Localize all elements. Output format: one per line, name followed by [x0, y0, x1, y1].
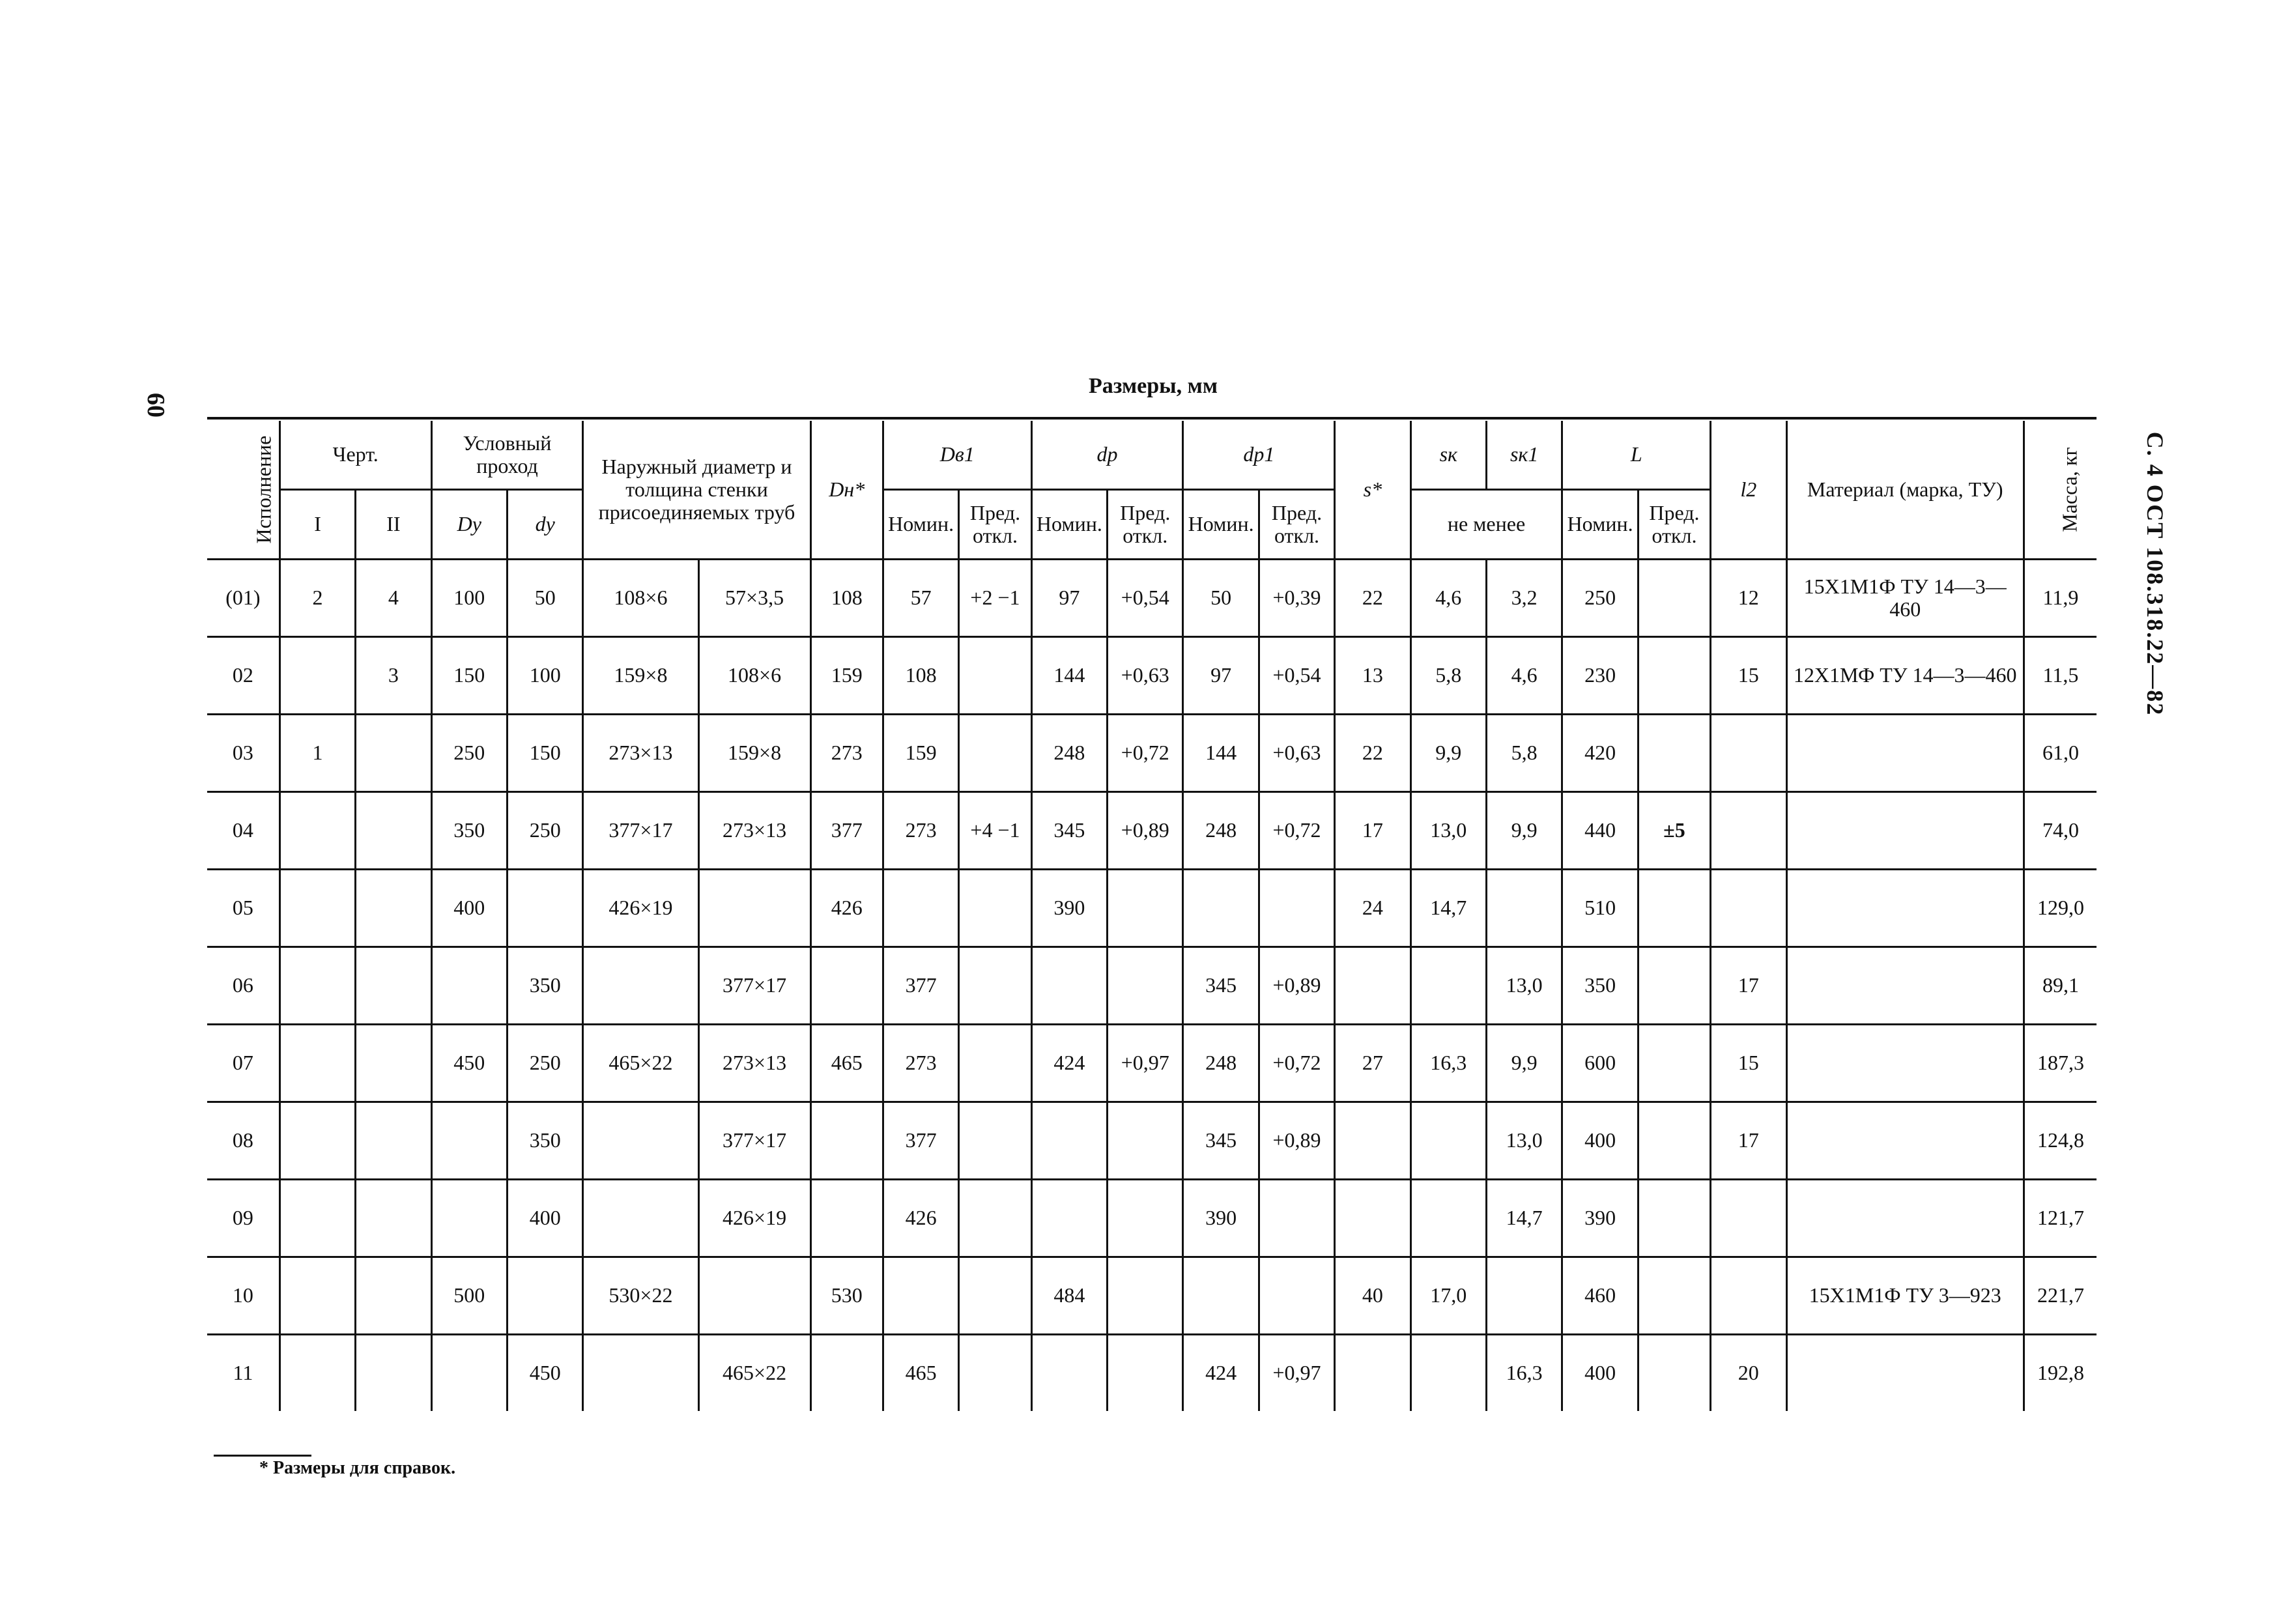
table-row — [207, 1025, 2097, 1102]
header-dp-nomin: Номин. — [1031, 490, 1107, 560]
cell-L: 460 — [1562, 1257, 1638, 1335]
cell-l2 — [1711, 715, 1786, 792]
cell-Dv1_tol — [959, 1102, 1031, 1180]
cell-dp_tol: +0,54 — [1108, 560, 1183, 637]
header-Dv1-pred: Пред. откл. — [959, 490, 1031, 560]
table-caption: Размеры, мм — [1089, 374, 1218, 398]
cell-sk1: 4,6 — [1486, 637, 1562, 715]
cell-L_tol — [1638, 715, 1710, 792]
cell-Dy — [431, 1335, 507, 1412]
cell-s — [1335, 947, 1410, 1025]
cell-dp: 390 — [1031, 870, 1107, 947]
cell-mat — [1786, 1180, 2024, 1257]
cell-II — [356, 715, 431, 792]
cell-l2: 15 — [1711, 1025, 1786, 1102]
cell-t2: 377×17 — [698, 1102, 810, 1180]
table-row — [207, 1102, 2097, 1180]
header-Dv1: Dв1 — [883, 421, 1031, 490]
header-L: L — [1562, 421, 1711, 490]
header-s: s* — [1335, 421, 1410, 560]
cell-t2: 159×8 — [698, 715, 810, 792]
cell-Dn — [810, 947, 883, 1025]
header-dp1-pred: Пред. откл. — [1259, 490, 1334, 560]
cell-L_tol — [1638, 1102, 1710, 1180]
cell-dy: 350 — [508, 947, 583, 1025]
cell-sk1: 14,7 — [1486, 1180, 1562, 1257]
header-dp: dр — [1031, 421, 1183, 490]
cell-Dn: 426 — [810, 870, 883, 947]
cell-sk1 — [1486, 870, 1562, 947]
cell-t2: 377×17 — [698, 947, 810, 1025]
cell-L_tol — [1638, 560, 1710, 637]
cell-Dv1: 159 — [883, 715, 958, 792]
cell-L_tol — [1638, 637, 1710, 715]
table-header — [207, 421, 2097, 560]
cell-mass: 192,8 — [2024, 1335, 2097, 1412]
cell-Dv1: 426 — [883, 1180, 958, 1257]
cell-Dv1_tol — [959, 947, 1031, 1025]
cell-Dn — [810, 1180, 883, 1257]
cell-L_tol — [1638, 1025, 1710, 1102]
header-L-nomin: Номин. — [1562, 490, 1638, 560]
cell-sk: 14,7 — [1410, 870, 1486, 947]
cell-t1 — [583, 1180, 698, 1257]
cell-dp1_tol — [1259, 1180, 1334, 1257]
cell-dy: 450 — [508, 1335, 583, 1412]
cell-dp1_tol: +0,89 — [1259, 947, 1334, 1025]
cell-isp: 06 — [207, 947, 279, 1025]
cell-L_tol — [1638, 1180, 1710, 1257]
cell-Dn: 159 — [810, 637, 883, 715]
cell-l2 — [1711, 870, 1786, 947]
cell-dp_tol: +0,89 — [1108, 792, 1183, 870]
header-material: Материал (марка, ТУ) — [1786, 421, 2024, 560]
cell-sk: 16,3 — [1410, 1025, 1486, 1102]
cell-s — [1335, 1102, 1410, 1180]
cell-dp_tol — [1108, 1335, 1183, 1412]
header-chert: Черт. — [279, 421, 431, 490]
cell-s: 13 — [1335, 637, 1410, 715]
cell-mat — [1786, 1102, 2024, 1180]
header-massa: Масса, кг — [2024, 421, 2097, 560]
cell-dp — [1031, 1180, 1107, 1257]
cell-dp_tol — [1108, 1257, 1183, 1335]
cell-dy: 150 — [508, 715, 583, 792]
header-Dv1-nomin: Номин. — [883, 490, 958, 560]
cell-sk1: 9,9 — [1486, 1025, 1562, 1102]
cell-dy: 350 — [508, 1102, 583, 1180]
cell-isp: 05 — [207, 870, 279, 947]
cell-I: 1 — [279, 715, 355, 792]
cell-isp: 09 — [207, 1180, 279, 1257]
header-dp-pred: Пред. откл. — [1108, 490, 1183, 560]
header-ne-menee: не менее — [1410, 490, 1562, 560]
cell-Dv1_tol — [959, 715, 1031, 792]
cell-dy — [508, 870, 583, 947]
cell-dy: 250 — [508, 792, 583, 870]
cell-sk: 17,0 — [1410, 1257, 1486, 1335]
table-row — [207, 715, 2097, 792]
cell-mass: 124,8 — [2024, 1102, 2097, 1180]
cell-t1: 530×22 — [583, 1257, 698, 1335]
cell-sk — [1410, 947, 1486, 1025]
cell-mass: 221,7 — [2024, 1257, 2097, 1335]
cell-t2: 273×13 — [698, 792, 810, 870]
cell-Dv1_tol — [959, 1180, 1031, 1257]
cell-s: 40 — [1335, 1257, 1410, 1335]
cell-s: 22 — [1335, 560, 1410, 637]
cell-sk: 9,9 — [1410, 715, 1486, 792]
cell-Dy: 100 — [431, 560, 507, 637]
cell-Dv1_tol: +2 −1 — [959, 560, 1031, 637]
cell-L: 400 — [1562, 1335, 1638, 1412]
header-sk: sк — [1410, 421, 1486, 490]
cell-Dy: 150 — [431, 637, 507, 715]
cell-mass: 89,1 — [2024, 947, 2097, 1025]
header-L-pred: Пред. откл. — [1638, 490, 1710, 560]
footnote-rule — [214, 1455, 311, 1457]
cell-II — [356, 1335, 431, 1412]
cell-Dv1_tol — [959, 1257, 1031, 1335]
cell-mass: 61,0 — [2024, 715, 2097, 792]
cell-dp: 424 — [1031, 1025, 1107, 1102]
table-body — [207, 560, 2097, 1412]
cell-mat: 15Х1М1Ф ТУ 14—3—460 — [1786, 560, 2024, 637]
cell-Dy: 450 — [431, 1025, 507, 1102]
cell-dp_tol: +0,72 — [1108, 715, 1183, 792]
cell-dp1: 424 — [1183, 1335, 1259, 1412]
cell-s: 24 — [1335, 870, 1410, 947]
table-row — [207, 1257, 2097, 1335]
table-row — [207, 870, 2097, 947]
cell-L_tol — [1638, 947, 1710, 1025]
cell-Dv1_tol — [959, 870, 1031, 947]
cell-sk1: 16,3 — [1486, 1335, 1562, 1412]
cell-t1: 377×17 — [583, 792, 698, 870]
cell-Dn: 377 — [810, 792, 883, 870]
cell-Dv1: 108 — [883, 637, 958, 715]
cell-isp: 08 — [207, 1102, 279, 1180]
cell-mat — [1786, 792, 2024, 870]
cell-sk — [1410, 1102, 1486, 1180]
header-Dy: Dу — [431, 490, 507, 560]
cell-t2 — [698, 1257, 810, 1335]
cell-l2 — [1711, 1180, 1786, 1257]
header-chert-II: II — [356, 490, 431, 560]
header-sk1: sк1 — [1486, 421, 1562, 490]
cell-dp1_tol: +0,54 — [1259, 637, 1334, 715]
cell-s: 27 — [1335, 1025, 1410, 1102]
cell-t1: 465×22 — [583, 1025, 698, 1102]
dimensions-table — [207, 421, 2097, 1411]
cell-II — [356, 947, 431, 1025]
cell-dp1: 390 — [1183, 1180, 1259, 1257]
cell-Dy: 250 — [431, 715, 507, 792]
page-number: 60 — [142, 393, 169, 418]
cell-t2: 108×6 — [698, 637, 810, 715]
cell-Dv1 — [883, 870, 958, 947]
cell-II — [356, 1102, 431, 1180]
cell-sk — [1410, 1180, 1486, 1257]
cell-dy — [508, 1257, 583, 1335]
cell-dp_tol — [1108, 1180, 1183, 1257]
header-ispolnenie: Исполнение — [207, 421, 279, 560]
cell-L: 390 — [1562, 1180, 1638, 1257]
cell-isp: 11 — [207, 1335, 279, 1412]
cell-dp1: 345 — [1183, 947, 1259, 1025]
cell-mat — [1786, 870, 2024, 947]
cell-Dv1: 273 — [883, 1025, 958, 1102]
header-dp1: dр1 — [1183, 421, 1335, 490]
cell-s: 22 — [1335, 715, 1410, 792]
cell-I — [279, 1102, 355, 1180]
cell-mass: 11,9 — [2024, 560, 2097, 637]
cell-t1: 426×19 — [583, 870, 698, 947]
cell-dy: 50 — [508, 560, 583, 637]
cell-dp1_tol: +0,39 — [1259, 560, 1334, 637]
cell-Dv1: 273 — [883, 792, 958, 870]
cell-L: 600 — [1562, 1025, 1638, 1102]
cell-sk1: 13,0 — [1486, 947, 1562, 1025]
cell-isp: 07 — [207, 1025, 279, 1102]
cell-t2: 426×19 — [698, 1180, 810, 1257]
cell-dp1: 345 — [1183, 1102, 1259, 1180]
cell-mass: 187,3 — [2024, 1025, 2097, 1102]
cell-I — [279, 1180, 355, 1257]
cell-Dv1_tol: +4 −1 — [959, 792, 1031, 870]
table-row — [207, 1180, 2097, 1257]
cell-mat — [1786, 947, 2024, 1025]
cell-l2 — [1711, 792, 1786, 870]
cell-isp: 02 — [207, 637, 279, 715]
cell-I: 2 — [279, 560, 355, 637]
cell-t2: 465×22 — [698, 1335, 810, 1412]
cell-dp1_tol — [1259, 870, 1334, 947]
cell-L_tol — [1638, 1257, 1710, 1335]
cell-dp: 248 — [1031, 715, 1107, 792]
cell-I — [279, 947, 355, 1025]
cell-mat: 15Х1М1Ф ТУ 3—923 — [1786, 1257, 2024, 1335]
cell-II — [356, 1025, 431, 1102]
cell-dp1_tol: +0,72 — [1259, 792, 1334, 870]
cell-mass: 129,0 — [2024, 870, 2097, 947]
cell-mass: 74,0 — [2024, 792, 2097, 870]
cell-I — [279, 637, 355, 715]
cell-dp1 — [1183, 1257, 1259, 1335]
cell-dp1_tol: +0,72 — [1259, 1025, 1334, 1102]
header-Dn: Dн* — [810, 421, 883, 560]
cell-Dn: 273 — [810, 715, 883, 792]
cell-sk: 5,8 — [1410, 637, 1486, 715]
cell-II — [356, 792, 431, 870]
cell-s: 17 — [1335, 792, 1410, 870]
cell-Dy — [431, 1102, 507, 1180]
cell-sk1: 5,8 — [1486, 715, 1562, 792]
cell-dp_tol: +0,97 — [1108, 1025, 1183, 1102]
header-naruzhny: Наружный диаметр и толщина стенки присоединяемых труб — [583, 421, 810, 560]
cell-I — [279, 792, 355, 870]
table-row — [207, 792, 2097, 870]
cell-dp_tol — [1108, 947, 1183, 1025]
cell-dp1 — [1183, 870, 1259, 947]
cell-dy: 100 — [508, 637, 583, 715]
cell-Dv1: 377 — [883, 1102, 958, 1180]
cell-mat — [1786, 1335, 2024, 1412]
cell-l2: 17 — [1711, 1102, 1786, 1180]
cell-II — [356, 1180, 431, 1257]
cell-isp: 03 — [207, 715, 279, 792]
cell-dp — [1031, 1335, 1107, 1412]
table-row — [207, 560, 2097, 637]
header-chert-I: I — [279, 490, 355, 560]
cell-s — [1335, 1335, 1410, 1412]
cell-sk: 13,0 — [1410, 792, 1486, 870]
cell-Dn: 108 — [810, 560, 883, 637]
cell-dp — [1031, 1102, 1107, 1180]
cell-dp_tol — [1108, 870, 1183, 947]
table-row — [207, 947, 2097, 1025]
cell-II: 3 — [356, 637, 431, 715]
table-row — [207, 637, 2097, 715]
cell-Dn: 530 — [810, 1257, 883, 1335]
cell-sk: 4,6 — [1410, 560, 1486, 637]
header-uslovny: Условный проход — [431, 421, 583, 490]
cell-t2: 57×3,5 — [698, 560, 810, 637]
cell-mat: 12Х1МФ ТУ 14—3—460 — [1786, 637, 2024, 715]
cell-t1 — [583, 1335, 698, 1412]
cell-Dy — [431, 1180, 507, 1257]
cell-L: 350 — [1562, 947, 1638, 1025]
document-code: С. 4 ОСТ 108.318.22—82 — [2142, 431, 2169, 717]
cell-I — [279, 1335, 355, 1412]
cell-mat — [1786, 1025, 2024, 1102]
cell-Dv1_tol — [959, 1025, 1031, 1102]
cell-dp: 97 — [1031, 560, 1107, 637]
cell-L_tol: ±5 — [1638, 792, 1710, 870]
cell-sk1: 13,0 — [1486, 1102, 1562, 1180]
cell-I — [279, 870, 355, 947]
cell-dp1: 248 — [1183, 1025, 1259, 1102]
cell-I — [279, 1025, 355, 1102]
cell-t2 — [698, 870, 810, 947]
header-l2: l2 — [1711, 421, 1786, 560]
cell-dp1_tol: +0,97 — [1259, 1335, 1334, 1412]
cell-t1 — [583, 947, 698, 1025]
cell-dp1: 144 — [1183, 715, 1259, 792]
cell-t1: 108×6 — [583, 560, 698, 637]
cell-Dn: 465 — [810, 1025, 883, 1102]
cell-I — [279, 1257, 355, 1335]
cell-Dy: 500 — [431, 1257, 507, 1335]
cell-L: 250 — [1562, 560, 1638, 637]
cell-Dy — [431, 947, 507, 1025]
cell-Dv1_tol — [959, 637, 1031, 715]
cell-dp1_tol: +0,63 — [1259, 715, 1334, 792]
cell-L: 440 — [1562, 792, 1638, 870]
cell-Dn — [810, 1102, 883, 1180]
cell-mass: 121,7 — [2024, 1180, 2097, 1257]
cell-Dv1_tol — [959, 1335, 1031, 1412]
cell-L: 420 — [1562, 715, 1638, 792]
cell-II: 4 — [356, 560, 431, 637]
cell-t2: 273×13 — [698, 1025, 810, 1102]
cell-L: 400 — [1562, 1102, 1638, 1180]
cell-dy: 400 — [508, 1180, 583, 1257]
cell-dp — [1031, 947, 1107, 1025]
cell-t1: 159×8 — [583, 637, 698, 715]
cell-dp: 345 — [1031, 792, 1107, 870]
cell-Dv1 — [883, 1257, 958, 1335]
cell-dp1_tol: +0,89 — [1259, 1102, 1334, 1180]
cell-dy: 250 — [508, 1025, 583, 1102]
cell-II — [356, 870, 431, 947]
cell-dp: 484 — [1031, 1257, 1107, 1335]
cell-dp: 144 — [1031, 637, 1107, 715]
footnote: * Размеры для справок. — [259, 1458, 456, 1478]
cell-Dv1: 377 — [883, 947, 958, 1025]
cell-Dv1: 57 — [883, 560, 958, 637]
cell-dp1: 97 — [1183, 637, 1259, 715]
cell-dp1: 50 — [1183, 560, 1259, 637]
cell-Dv1: 465 — [883, 1335, 958, 1412]
cell-isp: 04 — [207, 792, 279, 870]
cell-L: 510 — [1562, 870, 1638, 947]
cell-sk — [1410, 1335, 1486, 1412]
cell-Dn — [810, 1335, 883, 1412]
table-row — [207, 1335, 2097, 1412]
cell-isp: 10 — [207, 1257, 279, 1335]
cell-l2: 17 — [1711, 947, 1786, 1025]
cell-dp1: 248 — [1183, 792, 1259, 870]
cell-dp_tol — [1108, 1102, 1183, 1180]
cell-II — [356, 1257, 431, 1335]
cell-L: 230 — [1562, 637, 1638, 715]
cell-Dy: 400 — [431, 870, 507, 947]
header-dy: dу — [508, 490, 583, 560]
cell-mass: 11,5 — [2024, 637, 2097, 715]
cell-sk1 — [1486, 1257, 1562, 1335]
cell-sk1: 3,2 — [1486, 560, 1562, 637]
cell-l2: 20 — [1711, 1335, 1786, 1412]
cell-L_tol — [1638, 870, 1710, 947]
cell-sk1: 9,9 — [1486, 792, 1562, 870]
cell-isp: (01) — [207, 560, 279, 637]
cell-mat — [1786, 715, 2024, 792]
cell-dp1_tol — [1259, 1257, 1334, 1335]
cell-l2: 15 — [1711, 637, 1786, 715]
cell-dp_tol: +0,63 — [1108, 637, 1183, 715]
cell-l2: 12 — [1711, 560, 1786, 637]
header-dp1-nomin: Номин. — [1183, 490, 1259, 560]
cell-l2 — [1711, 1257, 1786, 1335]
cell-t1: 273×13 — [583, 715, 698, 792]
cell-s — [1335, 1180, 1410, 1257]
cell-L_tol — [1638, 1335, 1710, 1412]
table-top-rule — [207, 417, 2097, 420]
cell-t1 — [583, 1102, 698, 1180]
cell-Dy: 350 — [431, 792, 507, 870]
